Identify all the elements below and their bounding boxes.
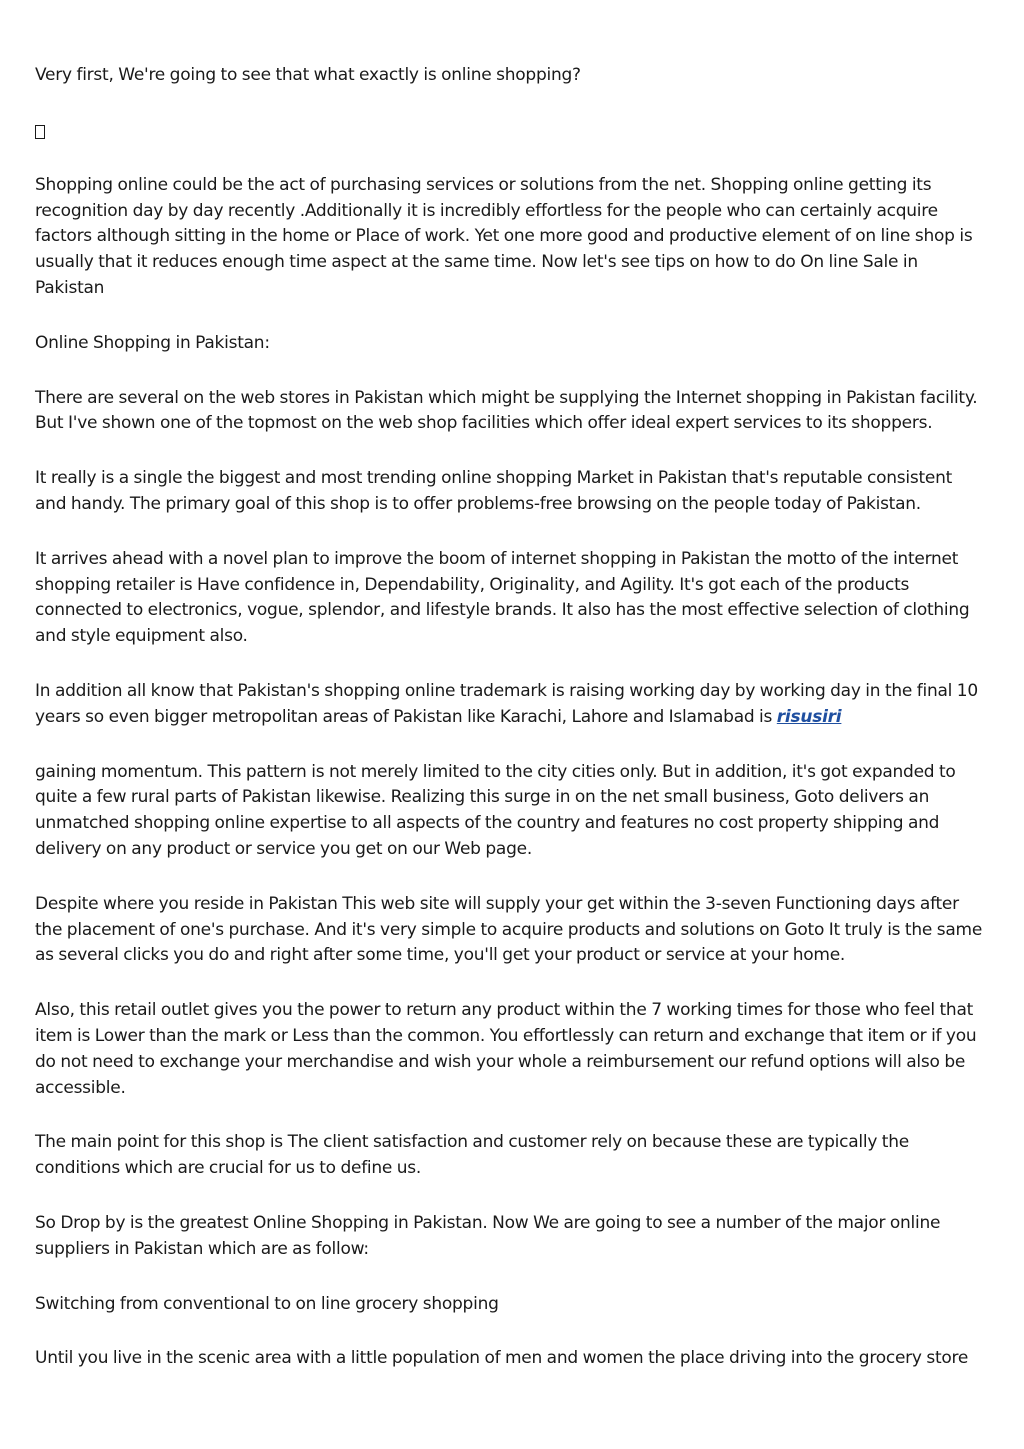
paragraph-biggest-market: It really is a single the biggest and most trending online shopping Market in Pakistan that's reputable consistent and handy. The primary goal of this shop is to offer problems-free browsing on the people today of Pakistan. <box>35 468 953 514</box>
paragraph-delivery: Despite where you reside in Pakistan This web site will supply your get within the 3-seven Functioning days after the placement of one's purchase. And it's very simple to acquire products and solutions on Goto It truly is the same as several clicks you do and right after some time, you'll get your product or service at your home. <box>35 893 983 966</box>
risusiri-link[interactable]: risusiri <box>776 706 842 727</box>
paragraph-satisfaction: The main point for this shop is The client satisfaction and customer rely on because these are typically the conditions which are crucial for us to define us. <box>35 1132 909 1179</box>
paragraph-definition: Shopping online could be the act of purchasing services or solutions from the net. Shopping online getting its recognition day by day recently .Additionally it is incredibly effortless for the people who can certainly acquire factors although sitting in the home or Place of work. Yet one more good and productive element of on line shop is usually that it reduces enough time aspect at the same time. Now let's see tips on how to do On line Sale in Pakistan <box>35 174 973 298</box>
paragraph-intro: Very first, We're going to see that what exactly is online shopping? <box>35 65 581 85</box>
paragraph-trademark-text: In addition all know that Pakistan's shopping online trademark is raising working day by working day in the final 10 years so even bigger metropolitan areas of Pakistan like Karachi, Lahore and Islamabad is <box>35 680 978 727</box>
section-heading-online-shopping-pakistan: Online Shopping in Pakistan: <box>35 332 270 353</box>
paragraph-momentum: gaining momentum. This pattern is not merely limited to the city cities only. But in addition, it's got expanded to quite a few rural parts of Pakistan likewise. Realizing this surge in on the net small business, Goto delivers an unmatched shopping online expertise to all aspects of the country and features no cost property shipping and delivery on any product or service you get on our Web page. <box>35 761 956 859</box>
paragraph-novel-plan: It arrives ahead with a novel plan to improve the boom of internet shopping in Pakistan the motto of the internet shopping retailer is Have confidence in, Dependability, Originality, and Agility. It's got each of the products connected to electronics, vogue, splendor, and lifestyle brands. It also has the most effective selection of clothing and style equipment also. <box>35 548 970 647</box>
paragraph-returns: Also, this retail outlet gives you the power to return any product within the 7 working times for those who feel that item is Lower than the mark or Less than the common. You effortlessly can return and exchange that item or if you do not need to exchange your merchandise and wish your whole a reimbursement our refund options will also be accessible. <box>35 1000 977 1098</box>
paragraph-web-stores: There are several on the web stores in Pakistan which might be supplying the Internet shopping in Pakistan facility. But I've shown one of the topmost on the web shop facilities which offer ideal expert services to its shoppers. <box>35 387 978 434</box>
paragraph-trademark <box>35 679 987 731</box>
paragraph-greatest-shopping: So Drop by is the greatest Online Shopping in Pakistan. Now We are going to see a number of the major online suppliers in Pakistan which are as follow: <box>35 1212 941 1259</box>
missing-glyph-line <box>35 118 987 144</box>
paragraph-scenic-area: Until you live in the scenic area with a little population of men and women the place driving into the grocery store <box>35 1348 969 1369</box>
document-page <box>35 63 987 1401</box>
paragraph-grocery-heading: Switching from conventional to on line grocery shopping <box>35 1293 499 1314</box>
missing-glyph-icon <box>35 125 45 139</box>
